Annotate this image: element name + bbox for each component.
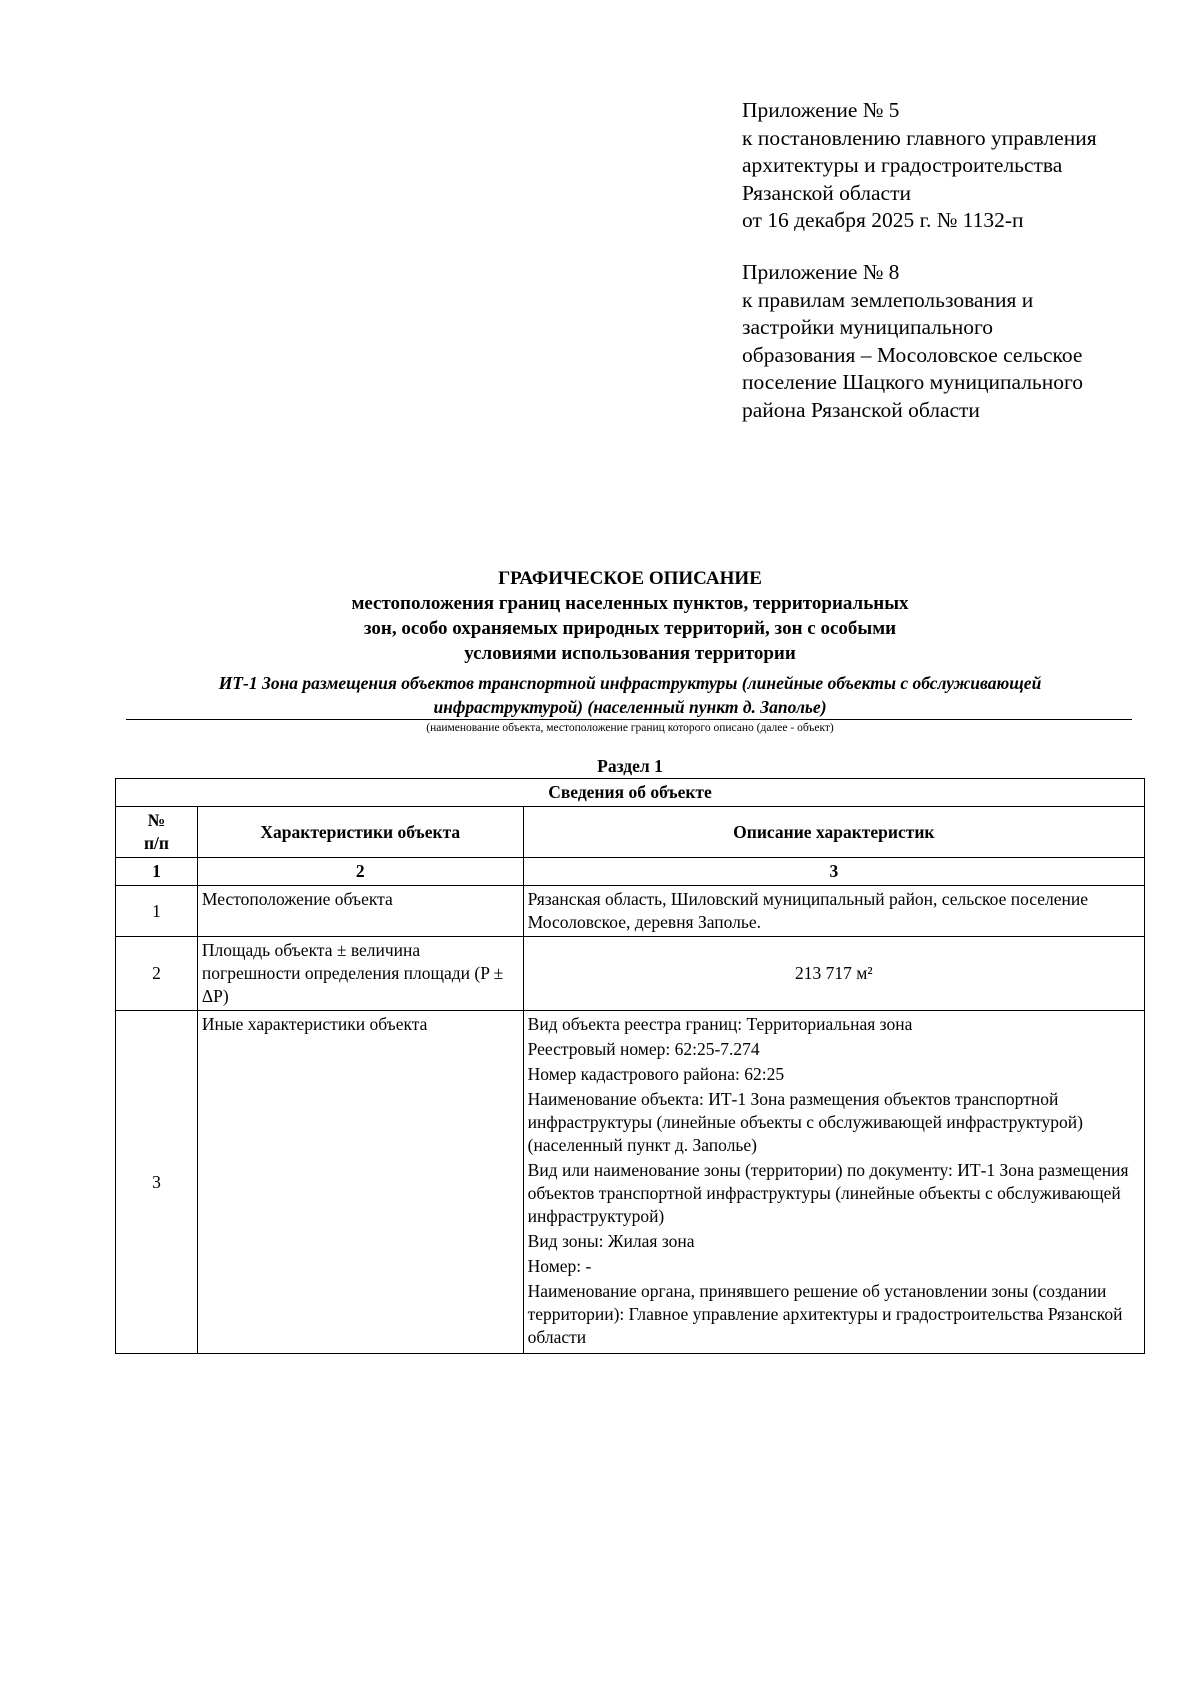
object-name-line: ИТ-1 Зона размещения объектов транспортной инфраструктуры (линейные объекты с обслуживающей [218,673,1042,693]
document-title [115,566,1145,666]
row-description [523,1011,1144,1354]
annex-1-line: Приложение № 5 [742,98,900,122]
annex-2-line: поселение Шацкого муниципального [742,370,1084,394]
description-line: Рязанская область, Шиловский муниципальный район, сельское поселение Мосоловское, деревня Заполье. [527,889,1089,932]
description-line: Вид или наименование зоны (территории) по документу: ИТ-1 Зона размещения объектов транспортной инфраструктуры (линейные объекты с обслуживающей инфраструктурой) [527,1160,1129,1226]
annex-block-1 [742,97,1097,235]
annex-2-line: к правилам землепользования и [742,287,1034,312]
header-number-line: № [147,810,166,830]
description-line: Реестровый номер: 62:25-7.274 [527,1039,760,1059]
header-number-line: п/п [143,833,169,853]
column-number: 2 [197,858,523,886]
header-description: Описание характеристик [523,807,1144,858]
title-line: условиями использования территории [464,643,796,664]
row-number: 3 [116,1011,198,1354]
description-line: Наименование объекта: ИТ-1 Зона размещения объектов транспортной инфраструктуры (линейные объекты с обслуживающей инфраструктурой) (населенный пункт д. Заполье) [527,1089,1083,1155]
title-line: местоположения границ населенных пунктов, территориальных [351,593,909,614]
description-line: Номер: - [527,1256,592,1276]
object-info-table [115,778,1145,1354]
column-number: 3 [523,858,1144,886]
column-number: 1 [116,858,198,886]
annex-1-line: к постановлению главного управления [742,125,1097,150]
row-characteristic: Местоположение объекта [197,886,523,937]
annex-block-2 [742,259,1083,424]
annex-2-line: образования – Мосоловское сельское [742,342,1083,367]
object-name-line: инфраструктурой) (населенный пункт д. Заполье) [433,697,827,717]
annex-2-line: застройки муниципального [742,315,994,339]
row-description [523,937,1144,1011]
description-line: Вид зоны: Жилая зона [527,1231,695,1251]
title-line: зон, особо охраняемых природных территорий, зон с особыми [363,618,897,639]
table-row [116,937,1145,1011]
row-characteristic: Площадь объекта ± величина погрешности определения площади (P ± ΔP) [197,937,523,1011]
description-line: Наименование органа, принявшего решение об установлении зоны (создании территории): Главное управление архитектуры и градостроительства Рязанской области [527,1281,1123,1347]
row-characteristic: Иные характеристики объекта [197,1011,523,1354]
area-value: 213 717 м² [795,963,873,983]
table-caption: Сведения об объекте [116,779,1145,807]
table-row [116,1011,1145,1354]
object-name-caption: (наименование объекта, местоположение границ которого описано (далее - объект) [426,722,834,734]
title-line: ГРАФИЧЕСКОЕ ОПИСАНИЕ [498,568,762,589]
header-characteristic: Характеристики объекта [197,807,523,858]
table-row [116,886,1145,937]
object-name-underline [126,719,1132,720]
annex-2-line: района Рязанской области [742,397,980,422]
annex-1-line: Рязанской области [742,180,911,205]
row-number: 2 [116,937,198,1011]
annex-1-line: архитектуры и градостроительства [742,153,1063,177]
annex-2-line: Приложение № 8 [742,260,900,284]
header-number [116,807,198,858]
row-number: 1 [116,886,198,937]
section-title: Раздел 1 [597,756,663,776]
row-description [523,886,1144,937]
description-line: Вид объекта реестра границ: Территориальная зона [527,1014,913,1034]
object-name [115,671,1145,719]
description-line: Номер кадастрового района: 62:25 [527,1064,785,1084]
annex-1-line: от 16 декабря 2025 г. № 1132-п [742,208,1024,232]
